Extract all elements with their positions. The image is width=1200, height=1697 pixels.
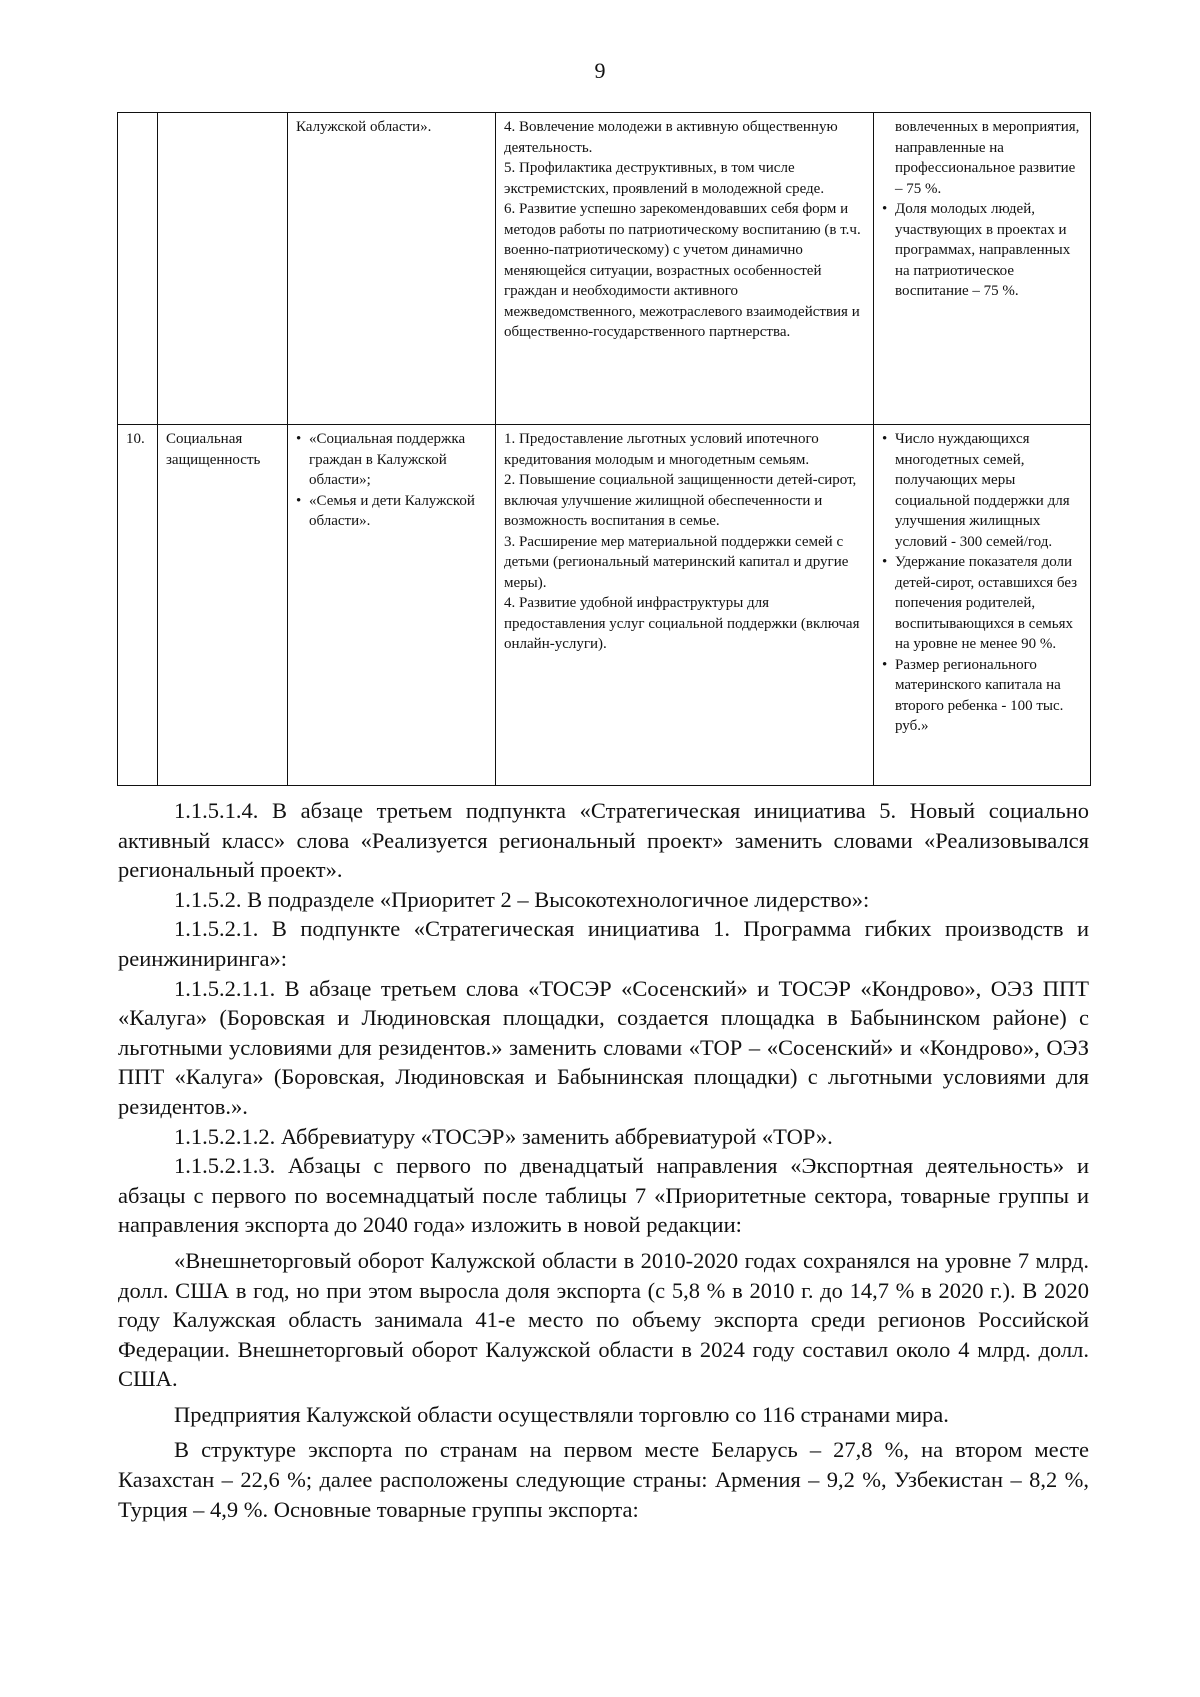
paragraph: 1.1.5.2.1.2. Аббревиатуру «ТОСЭР» заменить аббревиатурой «ТОР». (174, 1123, 833, 1149)
cell-number: 10. (118, 425, 158, 786)
cell-tasks (496, 113, 874, 425)
strategy-table (117, 112, 1091, 786)
page-number: 9 (594, 58, 606, 83)
indicator-item: вовлеченных в мероприятия, направленные на профессиональное развитие – 75 %. (895, 119, 1080, 197)
paragraph: «Внешнеторговый оборот Калужской области в 2010-2020 годах сохранялся на уровне 7 млрд. долл. США в год, но при этом выросла доля экспорта (с 5,8 % в 2010 г. до 14,7 % в 2020 г.). В 2020 году Калужская область занимала 41-е место по объему экспорта среди регионов Российской Федерации. Внешнеторговый оборот Калужской области в 2024 году составил около 4 млрд. долл. США. (118, 1247, 1089, 1392)
paragraph: 1.1.5.1.4. В абзаце третьем подпункта «Стратегическая инициатива 5. Новый социально активный класс» слова «Реализуется региональный проект» заменить словами «Реализовывался региональный проект». (118, 798, 1089, 883)
document-body (118, 796, 1089, 1524)
task-item: 5. Профилактика деструктивных, в том числе экстремистских, проявлений в молодежной среде. (504, 160, 825, 197)
paragraph: В структуре экспорта по странам на первом месте Беларусь – 27,8 %, на втором месте Казахстан – 22,6 %; далее расположены следующие страны: Армения – 9,2 %, Узбекистан – 8,2 %, Турция – 4,9 %. Основные товарные группы экспорта: (118, 1437, 1089, 1522)
paragraph: 1.1.5.2.1.1. В абзаце третьем слова «ТОСЭР «Сосенский» и ТОСЭР «Кондрово», ОЭЗ ППТ «Калуга» (Боровская и Людиновская площадки, создается площадка в Бабынинском районе) с льготными условиями для резидентов.» заменить словами «ТОР – «Сосенский» и «Кондрово», ОЭЗ ППТ «Калуга» (Боровская, Людиновская и Бабынинская площадки) с льготными условиями для резидентов.». (118, 975, 1089, 1119)
indicator-item: • Число нуждающихся многодетных семей, получающих меры социальной поддержки для улучшения жилищных условий - 300 семей/год. (882, 429, 1084, 552)
cell-number (118, 113, 158, 425)
task-item: 1. Предоставление льготных условий ипотечного кредитования молодым и многодетным семьям. (504, 431, 819, 468)
program-item: Калужской области». (296, 119, 432, 135)
cell-area: Социальная защищенность (158, 425, 288, 786)
paragraph: 1.1.5.2.1. В подпункте «Стратегическая инициатива 1. Программа гибких производств и реинжиниринга»: (118, 916, 1089, 971)
cell-tasks (496, 425, 874, 786)
task-item: 4. Развитие удобной инфраструктуры для предоставления услуг социальной поддержки (включая онлайн-услуги). (504, 595, 860, 652)
indicator-item: • Доля молодых людей, участвующих в проектах и программах, направленных на патриотическое воспитание – 75 %. (882, 199, 1084, 302)
indicator-item: • Размер регионального материнского капитала на второго ребенка - 100 тыс. руб.» (882, 655, 1084, 737)
task-item: 4. Вовлечение молодежи в активную общественную деятельность. (504, 119, 838, 156)
paragraph: 1.1.5.2. В подразделе «Приоритет 2 – Высокотехнологичное лидерство»: (174, 886, 870, 912)
cell-indicators (874, 113, 1091, 425)
task-item: 6. Развитие успешно зарекомендовавших себя форм и методов работы по патриотическому воспитанию (в т.ч. военно-патриотическому) с учетом динамично меняющейся ситуации, возрастных особенностей граждан и необходимости активного межведомственного, межотраслевого взаимодействия и общественно-государственного партнерства. (504, 201, 861, 340)
program-item: • «Семья и дети Калужской области». (296, 491, 489, 532)
cell-programs (288, 113, 496, 425)
cell-programs (288, 425, 496, 786)
task-item: 3. Расширение мер материальной поддержки семей с детьми (региональный материнский капитал и другие меры). (504, 533, 849, 591)
indicator-item: • Удержание показателя доли детей-сирот, оставшихся без попечения родителей, воспитывающихся в семьях на уровне не менее 90 %. (882, 552, 1084, 655)
program-item: • «Социальная поддержка граждан в Калужской области»; (296, 429, 489, 491)
cell-area (158, 113, 288, 425)
table-row (118, 425, 1091, 786)
paragraph: Предприятия Калужской области осуществляли торговлю со 116 странами мира. (174, 1401, 949, 1427)
paragraph: 1.1.5.2.1.3. Абзацы с первого по двенадцатый направления «Экспортная деятельность» и абзацы с первого по восемнадцатый после таблицы 7 «Приоритетные сектора, товарные группы и направления экспорта до 2040 года» изложить в новой редакции: (118, 1153, 1089, 1238)
table-row (118, 113, 1091, 425)
cell-indicators (874, 425, 1091, 786)
task-item: 2. Повышение социальной защищенности детей-сирот, включая улучшение жилищной обеспеченности и возможность воспитания в семье. (504, 472, 857, 529)
